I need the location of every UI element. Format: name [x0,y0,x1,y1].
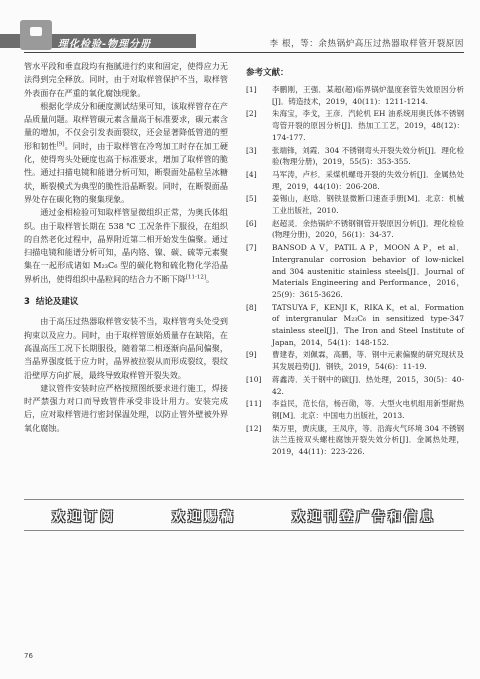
reference-item [246,349,464,372]
banner-subscribe: 欢迎订阅 [51,509,116,525]
reference-item [246,302,464,349]
body-column [24,60,228,435]
paragraph [24,315,228,381]
journal-logo-icon [20,20,52,50]
reference-text: 蒋鑫涛．关于钢中的碳[J]．热处理，2015，30(5)：40-42. [272,374,464,396]
reference-text: 赵超灵．余热锅炉不锈钢钢管开裂原因分析[J]．理化检验(物理分册)，2020，56(1)：34-37. [272,218,464,240]
references-heading: 参考文献： [246,68,289,78]
page-number: 76 [24,652,33,660]
reference-number: [9] [246,350,257,360]
paragraph-text: 。同时，由于取样管在冷弯加工时存在加工硬化，使得弯头处硬度也高于标准要求，增加了取样管的脆性。通过扫描电镜和能谱分析可知，断裂面处晶粒呈冰糖状，断裂模式为典型的脆性沿晶断裂。同时，在断裂面晶界处存在碳化物的聚集现象。 [24,140,228,204]
reference-text: 李鹏刚，王强．某超(超)临界锅炉温度套管失效原因分析[J]．铸造技术，2019，40(11)：1211-1214. [272,85,464,106]
banner-advertise: 欢迎刊登广告和信息 [291,509,436,525]
journal-logo-text: 理化检验-物理分册 [58,39,152,50]
reference-text: BANSOD A V，PATIL A P，MOON A P，et al．Intergranular corrosion behavior of low-nickel and 304 austenitic stainless steels[J]．Journal of Materials Engineering and Performance，2016，25(9)：3615-3626. [272,243,464,299]
section-number: 3 [24,297,30,308]
reference-number: [1] [246,85,257,94]
reference-text: 曹建春，刘佩霖，高鹏，等．钢中元素偏聚的研究现状及其发展趋势[J]．钢铁，2019，54(6)：11-19. [272,350,464,372]
reference-item [246,84,464,107]
reference-number: [7] [246,243,257,253]
reference-item [246,193,464,216]
paragraph-text: 建议管件安装时应严格按照图纸要求进行施工，焊接时严禁强力对口而导致管件承受非设计用力。安装完成后，应对取样管进行密封保温处理，以防止管外壁被外界氧化腐蚀。 [24,382,228,433]
reference-item [246,423,464,458]
reference-number: [10] [246,374,262,384]
reference-text: 姜锡山，赵晗．钢铁显微断口速查手册[M]．北京：机械工业出版社，2010. [272,194,464,216]
reference-text: TATSUYA F，KENJI K，RIKA K，et al．Formation of intergranular M₂₃C₆ in sensitized type-347 stainless steel[J]．The Iron and Steel Institute of Japan，2014，54(1)：148-152. [272,302,464,347]
reference-text: 柴万里，贾庆康，王凤序，等．沿海火气环境 304 不锈钢法兰连接双头螺柱腐蚀开裂失效分析[J]．金属热处理，2019，44(11)：223-226. [272,423,464,457]
reference-number: [3] [246,145,257,155]
page-header [0,0,480,52]
paragraph [24,206,228,286]
paragraph-text: 通过金相检验可知取样管显微组织正常，为奥氏体组织。由于取样管长期在 538 ℃ 工况条件下服役，在组织的自然老化过程中，晶界附近第二相开始发生偏聚。通过扫描电镜和能谱分析可知，晶内铬、镍、碳、硫等元素聚集在一起形成诸如 M₂₃C₆ 型的碳化物和硫化物化学沿晶界析出，使得组织中晶粒间的结合力不断下降 [24,207,228,284]
paragraph-text: 由于高压过热器取样管安装不当，取样管弯头处受到拘束以及应力。同时，由于取样管原始质量存在缺陷，在高温高压工况下长期服役，随着第二相逐渐向晶间偏聚，当晶界强度低于应力时，晶界被拉裂从而形成裂纹，裂纹沿壁厚方向扩展，最终导致取样管开裂失效。 [24,316,228,380]
reference-number: [12] [246,423,262,433]
reference-item [246,108,464,143]
reference-number: [8] [246,302,257,312]
reference-text: 马军涛，卢杉．采煤机螺母开裂的失效分析[J]．金属热处理，2019，44(10)：206-208. [272,169,464,191]
header-rule [24,52,464,53]
reference-item [246,145,464,168]
section-heading [24,296,228,309]
reference-item [246,242,464,301]
promo-banner [24,499,464,531]
reference-text: 张端锋，刘霞．304 不锈钢弯头开裂失效分析[J]．理化检验(物理分册)，2019，55(5)：353-355. [272,145,464,167]
reference-number: [11] [246,399,262,409]
reference-item [246,374,464,397]
paragraph-text: 管水平段和垂直段均有拖腻进行约束和固定，使得应力无法得到完全释放。同时，由于对取样管保护不当，取样管外表面存在严重的氧化腐蚀现象。 [24,61,228,98]
references-column [246,66,464,459]
reference-text: 朱海宝，李戈，王彦．汽轮机 EH 油系统用奥氏体不锈钢弯管开裂的原因分析[J]．热加工工艺，2019，48(12)：174-177. [272,109,464,142]
banner-submit: 欢迎赐稿 [171,509,236,525]
paragraph-text: 。 [206,273,215,284]
paragraph [24,60,228,100]
paragraph-text: 根据化学成分和硬度测试结果可知，该取样管存在产品质量问题。取样管碳元素含量高于标准要求，碳元素含量的增加，不仅会引发表面裂纹，还会显著降低管道的塑形和韧性 [24,100,228,151]
reference-text: 李益民，范长信，杨百勋，等．大型火电机组用新型耐热钢[M]．北京：中国电力出版社，2013. [272,399,464,420]
reference-item [246,169,464,192]
reference-number: [6] [246,218,257,228]
reference-item [246,398,464,421]
reference-number: [5] [246,194,257,204]
reference-item [246,218,464,241]
section-title: 结论及建议 [35,297,79,308]
citation: [11-12] [185,274,207,281]
paragraph [24,100,228,206]
reference-number: [2] [246,109,257,119]
paragraph [24,382,228,435]
reference-number: [4] [246,169,257,179]
citation: [9] [56,141,65,148]
running-title: 李 根，等：余热锅炉高压过热器取样管开裂原因 [269,39,464,49]
